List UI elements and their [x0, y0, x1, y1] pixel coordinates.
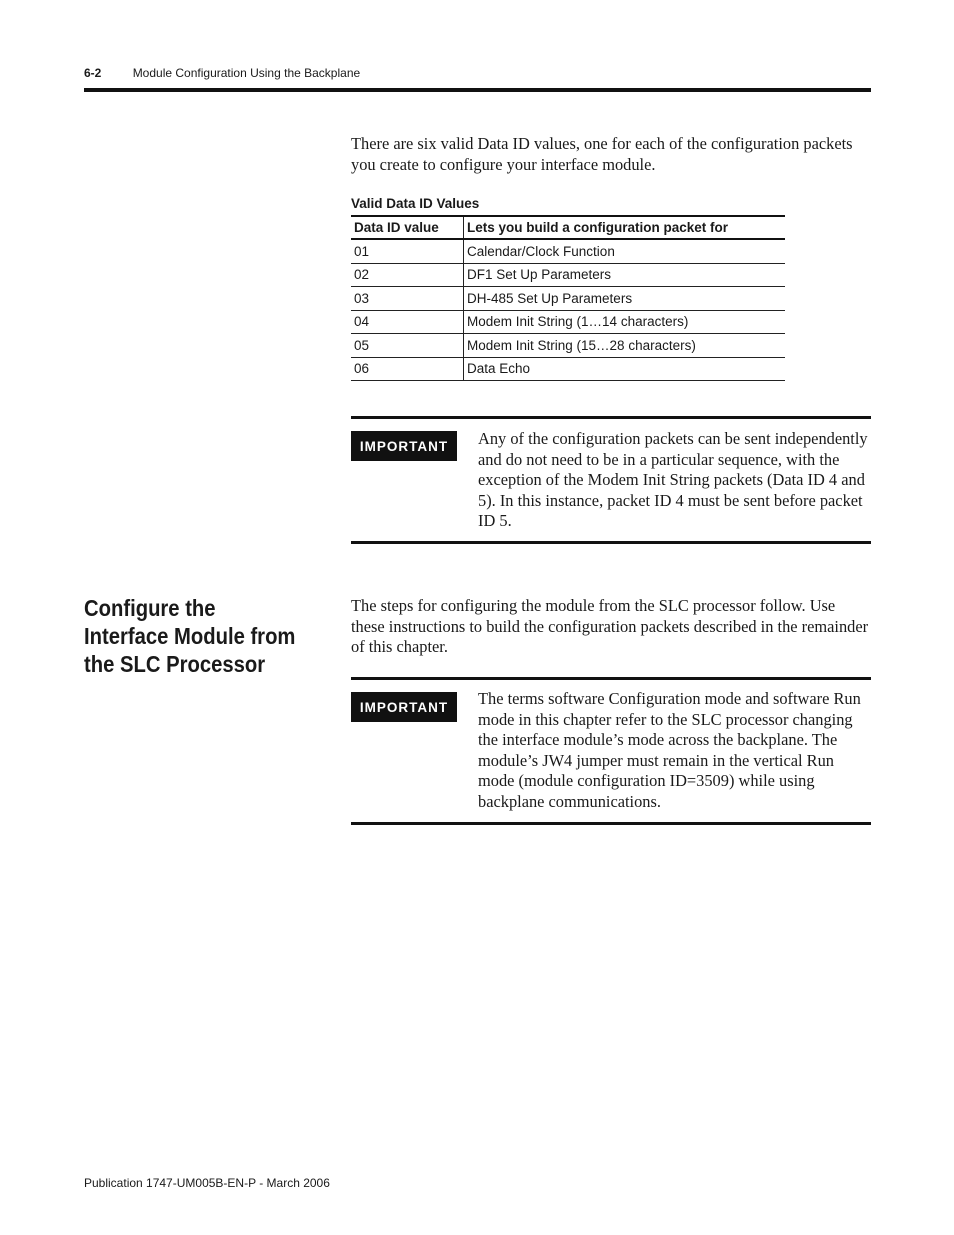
description-cell: DF1 Set Up Parameters [464, 263, 786, 287]
data-id-cell: 06 [351, 357, 464, 381]
running-header [84, 66, 360, 80]
intro-paragraph: There are six valid Data ID values, one for each of the configuration packets you create to configure your interface module. [351, 134, 853, 174]
description-cell: Calendar/Clock Function [464, 239, 786, 263]
table-title: Valid Data ID Values [351, 196, 480, 211]
description-cell: Modem Init String (1…14 characters) [464, 310, 786, 334]
header-rule [84, 88, 871, 92]
chapter-title: Module Configuration Using the Backplane [132, 66, 361, 80]
description-cell: Modem Init String (15…28 characters) [464, 334, 786, 358]
table-row [351, 310, 785, 334]
data-id-cell: 01 [351, 239, 464, 263]
important-note-modes [351, 677, 871, 825]
section-paragraph: The steps for configuring the module from the SLC processor follow. Use these instructions to build the configuration packets described in the remainder of this chapter. [351, 596, 869, 656]
description-cell: Data Echo [464, 357, 786, 381]
description-cell: DH-485 Set Up Parameters [464, 287, 786, 311]
important-text: Any of the configuration packets can be sent independently and do not need to be in a particular sequence, with the exception of the Modem Init String packets (Data ID 4 and 5). In this instance, packet ID 4 must be sent before packet ID 5. [478, 429, 868, 530]
important-text: The terms software Configuration mode and software Run mode in this chapter refer to the SLC processor changing the interface module’s mode across the backplane. The module’s JW4 jumper must remain in the vertical Run mode (module configuration ID=3509) while using backplane communications. [478, 689, 861, 811]
table-row [351, 334, 785, 358]
table-row [351, 357, 785, 381]
important-note-packets [351, 416, 871, 544]
data-id-cell: 05 [351, 334, 464, 358]
important-badge: IMPORTANT [351, 692, 457, 722]
table-row [351, 239, 785, 263]
data-id-cell: 04 [351, 310, 464, 334]
publication-footer: Publication 1747-UM005B-EN-P - March 2006 [84, 1176, 330, 1190]
data-id-table [351, 215, 785, 381]
data-id-cell: 03 [351, 287, 464, 311]
section-heading: Configure the Interface Module from the SLC Processor [84, 595, 296, 677]
important-badge: IMPORTANT [351, 431, 457, 461]
page-number: 6-2 [84, 66, 102, 80]
column-header-data-id: Data ID value [351, 216, 464, 239]
table-header-row [351, 216, 785, 239]
data-id-cell: 02 [351, 263, 464, 287]
table-row [351, 287, 785, 311]
table-row [351, 263, 785, 287]
column-header-description: Lets you build a configuration packet for [464, 216, 786, 239]
